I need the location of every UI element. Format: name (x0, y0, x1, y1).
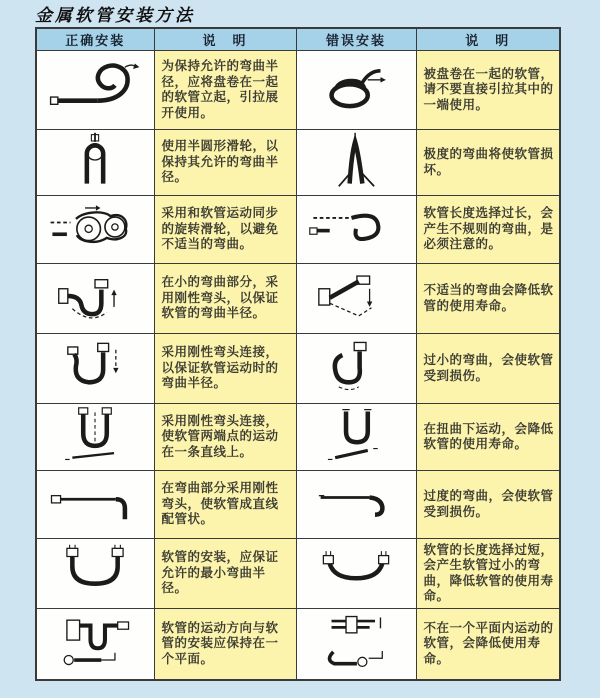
out-of-plane-motion-diagram (303, 612, 409, 670)
table-body (36, 51, 560, 680)
wrong-description-cell: 极度的弯曲将使软管损坏。 (416, 130, 560, 196)
header-correct-install: 正确安装 (36, 28, 154, 51)
header-correct-description: 说 明 (154, 28, 296, 51)
correct-illustration-cell (36, 471, 154, 539)
table-row (36, 130, 560, 196)
wrong-description-cell: 软管长度选择过长，会产生不规则的弯曲，是必须注意的。 (416, 196, 560, 264)
wrong-illustration-cell (296, 609, 416, 680)
table-row (36, 334, 560, 404)
wrong-description-cell: 不适当的弯曲会降低软管的使用寿命。 (416, 264, 560, 334)
overlong-hose-loop-diagram (303, 198, 409, 256)
header-row (36, 28, 560, 51)
correct-description-cell: 采用刚性弯头连接，使软管两端点的运动在一条直线上。 (154, 404, 296, 471)
wrong-illustration-cell (296, 51, 416, 130)
installation-table (35, 27, 561, 681)
correct-illustration-cell (36, 196, 154, 264)
single-plane-motion-diagram (42, 612, 148, 670)
wrong-description-cell: 不在一个平面内运动的软管，会降低使用寿命。 (416, 609, 560, 680)
correct-illustration-cell (36, 130, 154, 196)
correct-description-cell: 软管的运动方向与软管的安装应保持在一个平面。 (154, 609, 296, 680)
table-row (36, 539, 560, 609)
correct-illustration-cell (36, 334, 154, 404)
wrong-illustration-cell (296, 130, 416, 196)
correct-description-cell: 使用半圆形滑轮，以保持其允许的弯曲半径。 (154, 130, 296, 196)
header-wrong-install: 错误安装 (296, 28, 416, 51)
table-row (36, 609, 560, 680)
correct-description-cell: 采用和软管运动同步的旋转滑轮，以避免不适当的弯曲。 (154, 196, 296, 264)
correct-illustration-cell (36, 539, 154, 609)
u-shape-inline-motion-diagram (42, 406, 148, 464)
correct-description-cell: 在小的弯曲部分，采用刚性弯头，以保证软管的弯曲半径。 (154, 264, 296, 334)
correct-description-cell: 采用刚性弯头连接，以保证软管运动时的弯曲半径。 (154, 334, 296, 404)
rigid-elbow-small-bend-diagram (42, 267, 148, 325)
straight-run-elbow-diagram (42, 473, 148, 531)
header-wrong-description: 说 明 (416, 28, 560, 51)
wrong-illustration-cell (296, 264, 416, 334)
correct-illustration-cell (36, 404, 154, 471)
wrong-description-cell: 软管的长度选择过短，会产生软管过小的弯曲，降低软管的使用寿命。 (416, 539, 560, 609)
hose-over-pulley-diagram (42, 131, 148, 189)
wrong-illustration-cell (296, 334, 416, 404)
table-row (36, 404, 560, 471)
correct-illustration-cell (36, 609, 154, 680)
table-row (36, 196, 560, 264)
uncoiling-hose-diagram (42, 59, 148, 117)
excessive-bend-diagram (303, 473, 409, 531)
wrong-illustration-cell (296, 539, 416, 609)
too-short-hose-diagram (303, 542, 409, 600)
wrong-illustration-cell (296, 404, 416, 471)
wrong-illustration-cell (296, 471, 416, 539)
wrong-description-cell: 在扭曲下运动，会降低软管的使用寿命。 (416, 404, 560, 471)
rigid-elbow-connection-diagram (42, 337, 148, 395)
page-title: 金属软管安装方法 (35, 6, 195, 26)
improper-bend-at-fitting-diagram (303, 267, 409, 325)
table-row (36, 264, 560, 334)
twisted-hose-diagram (303, 406, 409, 464)
wrong-description-cell: 过度的弯曲，会使软管受到损伤。 (416, 471, 560, 539)
wrong-description-cell: 过小的弯曲，会使软管受到损伤。 (416, 334, 560, 404)
correct-description-cell: 在弯曲部分采用刚性弯头，使软管成直线配管状。 (154, 471, 296, 539)
pulled-coil-diagram (303, 59, 409, 117)
extreme-bend-diagram (303, 131, 409, 189)
correct-description-cell: 为保持允许的弯曲半径，应将盘卷在一起的软管立起，引拉展开使用。 (154, 51, 296, 130)
rotating-pulleys-diagram (42, 198, 148, 256)
table-row (36, 51, 560, 130)
table-row (36, 471, 560, 539)
minimum-bend-radius-diagram (42, 542, 148, 600)
too-small-bend-diagram (303, 337, 409, 395)
correct-illustration-cell (36, 51, 154, 130)
wrong-illustration-cell (296, 196, 416, 264)
correct-description-cell: 软管的安装，应保证允许的最小弯曲半径。 (154, 539, 296, 609)
correct-illustration-cell (36, 264, 154, 334)
wrong-description-cell: 被盘卷在一起的软管，请不要直接引拉其中的一端使用。 (416, 51, 560, 130)
